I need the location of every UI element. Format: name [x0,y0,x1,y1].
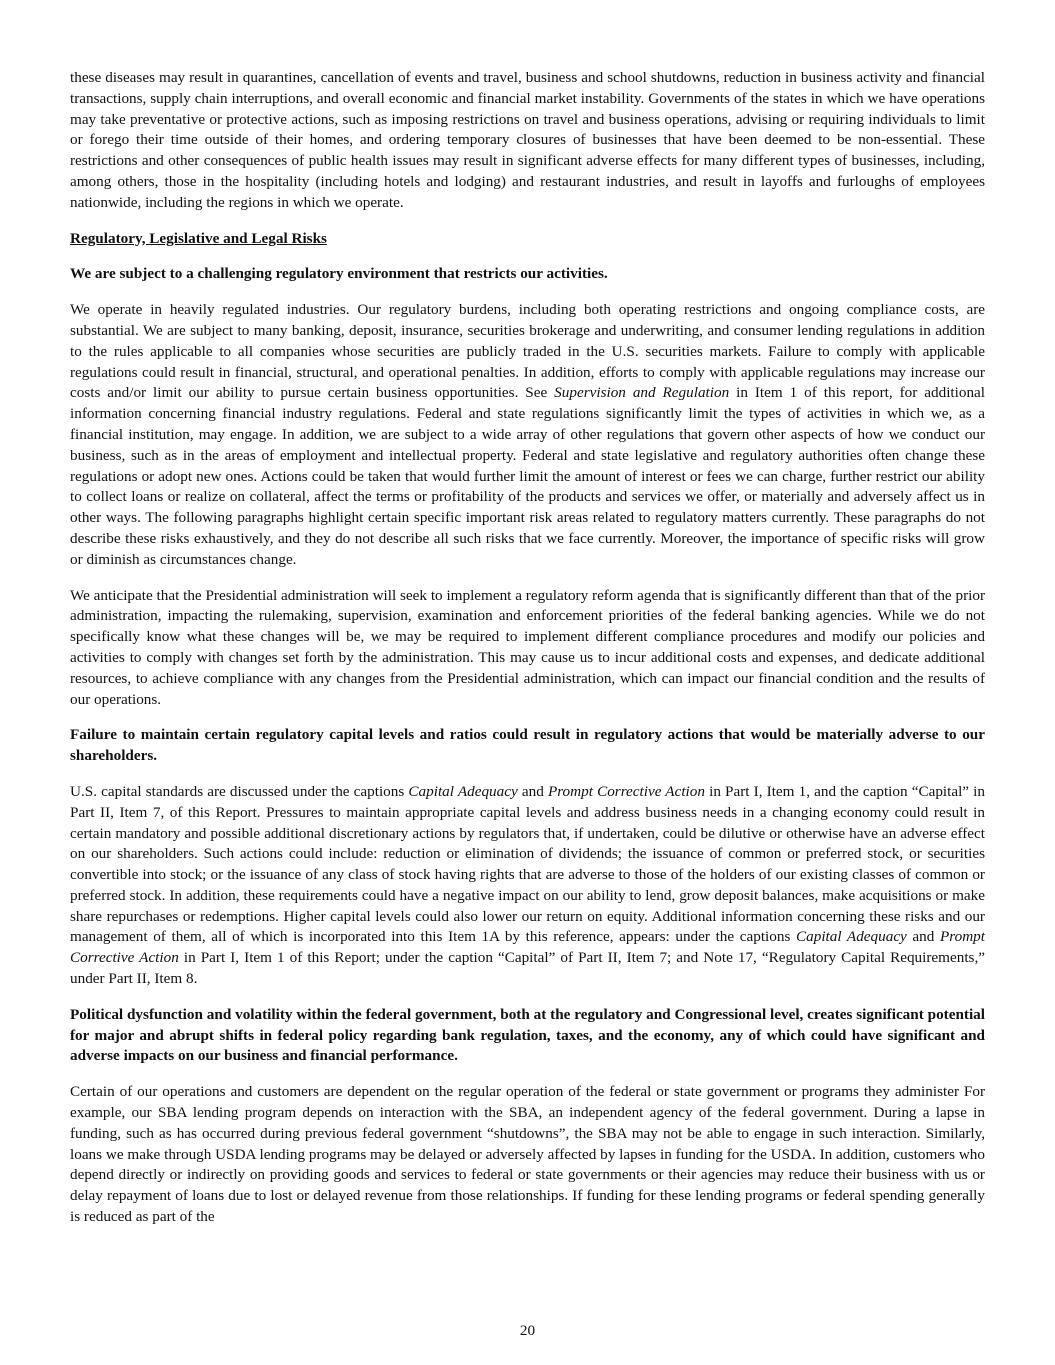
risk-heading-capital-levels: Failure to maintain certain regulatory capital levels and ratios could result in regulatory actions that would be materially adverse to our shareholders. [70,726,985,765]
page-number: 20 [519,1322,536,1339]
text-segment: in Part I, Item 1, and the caption “Capital” in Part II, Item 7, of this Report. Pressures to maintain appropriate capital levels and address business needs in a changing economy could result in certain mandatory and possible additional discretionary actions by regulators that, if undertaken, could be dilutive or otherwise have an adverse effect on our shareholders. Such actions could include: reduction or elimination of dividends; the issuance of common or preferred stock, or securities convertible into stock; or the issuance of any class of stock having rights that are adverse to those of the holders of our existing classes of common or preferred stock. In addition, these requirements could have a negative impact on our ability to lend, grow deposit balances, make acquisitions or make share repurchases or redemptions. Higher capital levels could also lower our return on equity. Additional information concerning these risks and our management of them, all of which is incorporated into this Item 1A by this reference, appears: under the captions [70,782,985,946]
italic-caption: Capital Adequacy [796,928,907,946]
text-segment: We operate in heavily regulated industries. Our regulatory burdens, including both operating restrictions and ongoing compliance costs, are substantial. We are subject to many banking, deposit, insurance, securities brokerage and underwriting, and consumer lending regulations in addition to the rules applicable to all companies whose securities are publicly traded in the U.S. securities markets. Failure to comply with applicable regulations could result in financial, structural, and operational penalties. In addition, efforts to comply with applicable regulations may increase our costs and/or limit our ability to pursue certain business opportunities. See [70,301,985,402]
risk-heading-political-dysfunction: Political dysfunction and volatility within the federal government, both at the regulatory and Congressional level, creates significant potential for major and abrupt shifts in federal policy regarding bank regulation, taxes, and the economy, any of which could have significant and adverse impacts on our business and financial performance. [70,1005,985,1065]
regulatory-environment-paragraph-1 [70,300,985,570]
text-segment: U.S. capital standards are discussed under the captions [70,782,409,800]
political-dysfunction-paragraph: Certain of our operations and customers are dependent on the regular operation of the federal or state government or programs they administer For example, our SBA lending program depends on interaction with the SBA, an independent agency of the federal government. During a lapse in funding, such as has occurred during previous federal government “shutdowns”, the SBA may not be able to engage in such interaction. Similarly, loans we make through USDA lending programs may be delayed or adversely affected by lapses in funding for the USDA. In addition, customers who depend directly or indirectly on providing goods and services to federal or state governments or their agencies may reduce their business with us or delay repayment of loans due to lost or delayed revenue from those relationships. If funding for these lending programs or federal spending generally is reduced as part of the [70,1083,985,1226]
italic-caption: Capital Adequacy [408,782,518,800]
italic-caption: Prompt Corrective Action [547,782,705,800]
text-segment: in Item 1 of this report, for additional information concerning financial industry regulations. Federal and state regulations significantly limit the types of activities in which we, as a financial institution, may engage. In addition, we are subject to a wide array of other regulations that govern other aspects of how we conduct our business, such as in the areas of employment and intellectual property. Federal and state legislative and regulatory authorities often change these regulations or adopt new ones. Actions could be taken that would further limit the amount of interest or fees we can charge, further restrict our ability to collect loans or realize on collateral, affect the terms or profitability of the products and services we offer, or materially and adversely affect us in other ways. The following paragraphs highlight certain specific important risk areas related to regulatory matters currently. These paragraphs do not describe these risks exhaustively, and they do not describe all such risks that we face currently. Moreover, the importance of specific risks will grow or diminish as circumstances change. [70,384,986,568]
italic-caption: Supervision and Regulation [554,384,730,402]
text-segment: and [906,928,940,946]
intro-paragraph: these diseases may result in quarantines, cancellation of events and travel, business and school shutdowns, reduction in business activity and financial transactions, supply chain interruptions, and overall economic and financial market instability. Governments of the states in which we have operations may take preventative or protective actions, such as imposing restrictions on travel and business operations, advising or requiring individuals to limit or forego their time outside of their homes, and ordering temporary closures of businesses that have been deemed to be non-essential. These restrictions and other consequences of public health issues may result in significant adverse effects for many different types of businesses, including, among others, those in the hospitality (including hotels and lodging) and restaurant industries, and result in layoffs and furloughs of employees nationwide, including the regions in which we operate. [70,69,985,211]
capital-levels-paragraph [70,782,985,990]
italic-caption: Prompt Corrective Action [70,928,985,967]
text-segment: and [517,782,548,800]
document-page [70,68,985,1243]
risk-heading-regulatory-environment: We are subject to a challenging regulatory environment that restricts our activities. [70,265,608,283]
text-segment: in Part I, Item 1 of this Report; under the caption “Capital” of Part II, Item 7; and Note 17, “Regulatory Capital Requirements,” under Part II, Item 8. [70,949,985,988]
section-heading: Regulatory, Legislative and Legal Risks [70,229,327,247]
regulatory-environment-paragraph-2: We anticipate that the Presidential administration will seek to implement a regulatory reform agenda that is significantly different than that of the prior administration, impacting the rulemaking, supervision, examination and enforcement priorities of the federal banking agencies. While we do not specifically know what these changes will be, we may be required to implement different compliance procedures and modify our policies and activities to comply with changes set forth by the administration. This may cause us to incur additional costs and expenses, and dedicate additional resources, to achieve compliance with any changes from the Presidential administration, which can impact our financial condition and the results of our operations. [70,586,985,708]
